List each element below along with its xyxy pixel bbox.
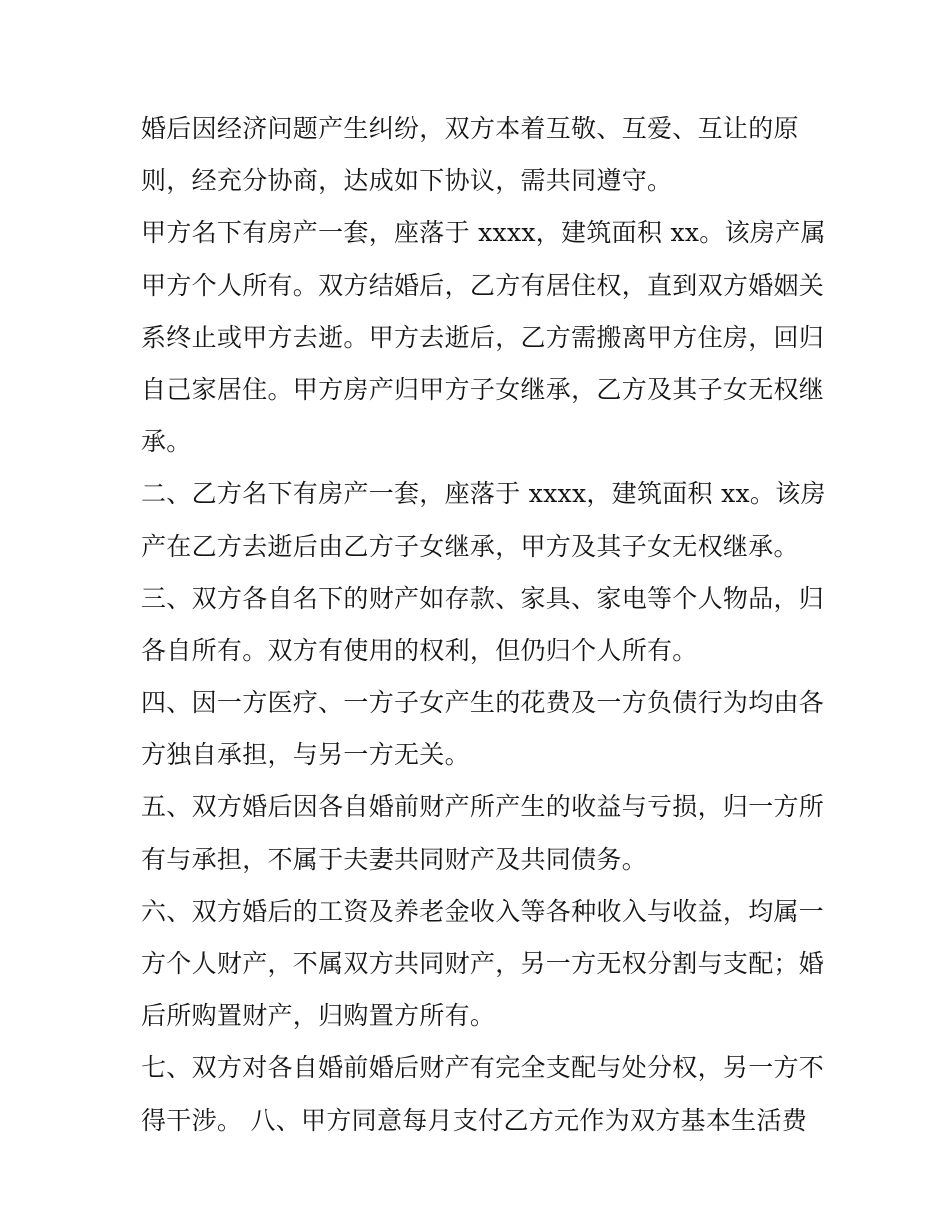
text-line: 七、双方对各自婚前婚后财产有完全支配与处分权，另一方不 (141, 1053, 825, 1083)
text-line: 承。 (141, 427, 192, 457)
text-line: 二、乙方名下有房产一套，座落于 xxxx，建筑面积 xx。该房 (141, 479, 826, 509)
text-line: 婚后因经济问题产生纠纷，双方本着互敬、互爱、互让的原 (141, 114, 799, 143)
text-line: 自己家居住。甲方房产归甲方子女继承，乙方及其子女无权继 (141, 374, 825, 404)
text-line: 产在乙方去逝后由乙方子女继承，甲方及其子女无权继承。 (141, 531, 799, 561)
text-line: 有与承担，不属于夫妻共同财产及共同债务。 (141, 844, 648, 874)
text-line: 系终止或甲方去逝。甲方去逝后，乙方需搬离甲方住房，回归 (141, 322, 825, 352)
text-line: 甲方个人所有。双方结婚后，乙方有居住权，直到双方婚姻关 (141, 270, 825, 300)
text-line: 五、双方婚后因各自婚前财产所产生的收益与亏损，归一方所 (141, 792, 825, 822)
text-line: 则，经充分协商，达成如下协议，需共同遵守。 (141, 166, 673, 196)
text-line: 六、双方婚后的工资及养老金收入等各种收入与收益，均属一 (141, 896, 825, 926)
text-line: 得干涉。 八、甲方同意每月支付乙方元作为双方基本生活费 (141, 1105, 808, 1135)
text-line: 方独自承担，与另一方无关。 (141, 740, 470, 770)
text-line: 后所购置财产，归购置方所有。 (141, 1001, 496, 1031)
text-line: 方个人财产，不属双方共同财产，另一方无权分割与支配；婚 (141, 949, 825, 978)
agreement-body-text (141, 103, 826, 1147)
text-line: 各自所有。双方有使用的权利，但仍归个人所有。 (141, 635, 698, 665)
text-line: 三、双方各自名下的财产如存款、家具、家电等个人物品，归 (141, 583, 825, 613)
text-line: 甲方名下有房产一套，座落于 xxxx，建筑面积 xx。该房产属 (141, 218, 826, 248)
text-line: 四、因一方医疗、一方子女产生的花费及一方负债行为均由各 (141, 688, 825, 718)
